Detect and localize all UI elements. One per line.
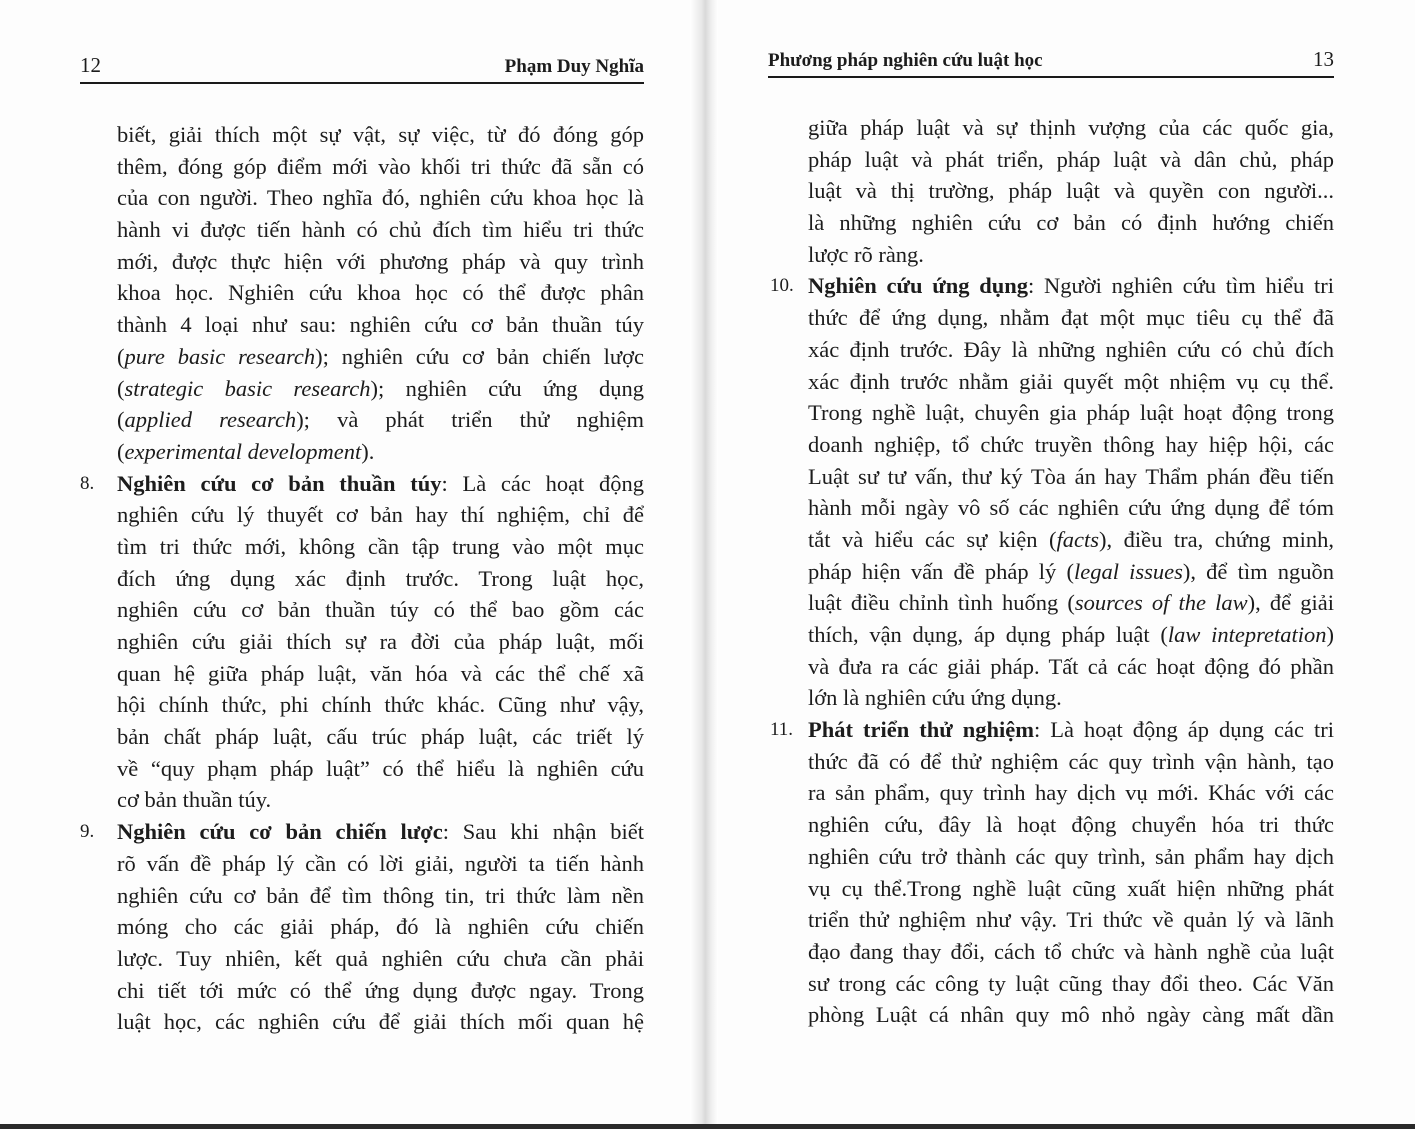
text-line: phòng Luật cá nhân quy mô nhỏ ngày càng mất dần	[808, 1002, 1334, 1028]
text-line	[808, 619, 1334, 651]
text-fragment: ).	[361, 438, 375, 464]
text-line	[117, 816, 644, 848]
left-page-number: 12	[80, 53, 101, 77]
item-number: 10.	[770, 275, 794, 297]
item-number: 11.	[770, 719, 794, 741]
text-line: hành mỗi ngày vô số các nghiên cứu ứng dụng để tóm	[808, 495, 1334, 521]
right-page-header	[768, 46, 1334, 78]
text-line: (strategic basic research); nghiên cứu ứng dụng	[117, 375, 645, 401]
text-line: giữa pháp luật và sự thịnh vượng của các quốc gia,	[808, 115, 1334, 140]
italic-term: law intepretation	[1167, 622, 1327, 647]
text-line	[808, 714, 1334, 746]
item-number: 9.	[80, 821, 95, 843]
text-fragment: : Sau khi nhận biết	[442, 819, 644, 845]
italic-term: applied research	[124, 407, 297, 433]
italic-term: legal issues	[1073, 558, 1183, 584]
left-page-header	[80, 52, 644, 84]
text-fragment: pháp hiện vấn đề pháp lý (	[808, 558, 1074, 584]
italic-term: pure basic research	[124, 343, 316, 369]
page-bottom-edge	[0, 1124, 1415, 1129]
text-line: (experimental development).	[117, 438, 375, 464]
text-fragment: )	[1326, 622, 1334, 647]
text-line: rõ vấn đề pháp lý cần có lời giải, người ta tiến hành	[117, 850, 644, 876]
text-line	[808, 524, 1334, 556]
text-line: nghiên cứu lý thuyết cơ bản hay thí nghiệm, chỉ để	[117, 502, 644, 528]
text-line	[808, 270, 1334, 302]
text-fragment: ), điều tra, chứng minh,	[1099, 526, 1334, 552]
text-line: đạo đang thay đổi, cách tổ chức và hành nghề của luật	[808, 938, 1334, 964]
text-fragment: ); và phát triển thử nghiệm	[296, 407, 644, 433]
text-line: móng cho các giải pháp, đó là nghiên cứu chiến	[117, 914, 644, 940]
text-line: xác định trước. Đây là những nghiên cứu có chủ đích	[808, 336, 1334, 362]
text-line: bản chất pháp luật, cấu trúc pháp luật, các triết lý	[117, 724, 644, 750]
text-line: Trong nghề luật, chuyên gia pháp luật hoạt động trong	[808, 400, 1334, 426]
left-page-body	[80, 119, 644, 1038]
left-running-title: Phạm Duy Nghĩa	[504, 56, 644, 77]
list-item-9	[80, 816, 644, 1038]
italic-term: facts	[1056, 526, 1100, 552]
text-line: pháp luật và phát triển, pháp luật và dân chủ, pháp	[808, 146, 1334, 172]
bold-term: Nghiên cứu cơ bản thuần túy	[117, 470, 442, 496]
text-fragment: : Người nghiên cứu tìm hiểu tri	[1028, 273, 1334, 299]
text-line: lớn là nghiên cứu ứng dụng.	[808, 685, 1062, 711]
text-line: Luật sư tư vấn, thư ký Tòa án hay Thẩm phán đều tiến	[808, 463, 1334, 489]
list-item-8	[80, 468, 644, 817]
text-fragment: tắt và hiểu các sự kiện (	[808, 526, 1057, 552]
text-line: khoa học. Nghiên cứu khoa học có thể được phân	[117, 280, 644, 306]
italic-term: strategic basic research	[124, 375, 371, 401]
text-line: quan hệ giữa pháp luật, văn hóa và các thể chế xã	[117, 660, 644, 686]
bold-term: Nghiên cứu ứng dụng	[808, 273, 1029, 299]
italic-term: experimental development	[124, 438, 362, 464]
text-line: lược rõ ràng.	[808, 241, 924, 267]
right-page	[768, 0, 1334, 1120]
list-item-11	[768, 714, 1334, 1031]
bold-term: Nghiên cứu cơ bản chiến lược	[117, 819, 443, 845]
right-page-body	[768, 112, 1334, 1031]
text-line: mới, được thực hiện với phương pháp và quy trình	[117, 248, 644, 274]
text-fragment: ); nghiên cứu cơ bản chiến lược	[315, 343, 644, 369]
text-line: sư trong các công ty luật cũng thay đổi theo. Các Văn	[808, 970, 1334, 996]
text-line: tìm tri thức mới, không cần tập trung vào một mục	[117, 533, 644, 559]
text-line: thức để ứng dụng, nhằm đạt một mục tiêu cụ thể đã	[808, 305, 1334, 331]
text-line: biết, giải thích một sự vật, sự việc, từ đó đóng góp	[117, 122, 644, 147]
text-line: nghiên cứu cơ bản thuần túy có thể bao gồm các	[117, 597, 644, 623]
text-line: hội chính thức, phi chính thức khác. Cũng như vậy,	[117, 692, 644, 718]
text-fragment: luật điều chỉnh tình huống (	[808, 590, 1075, 616]
text-line	[117, 468, 644, 500]
text-fragment: ), để tìm nguồn	[1182, 558, 1334, 584]
continuation-paragraph	[768, 112, 1334, 270]
text-line: triển thử nghiệm như vậy. Tri thức về quản lý và lãnh	[808, 907, 1334, 933]
text-line: và đưa ra các giải pháp. Tất cả các hoạt động đó phần	[808, 653, 1334, 679]
text-fragment: : Là hoạt động áp dụng các tri	[1034, 717, 1334, 743]
text-fragment: : Là các hoạt động	[441, 470, 645, 496]
text-line: doanh nghiệp, tổ chức truyền thông hay hiệp hội, các	[808, 431, 1334, 457]
text-line: hành vi được tiến hành có chủ đích tìm hiểu tri thức	[117, 217, 644, 243]
text-line	[808, 587, 1334, 619]
text-fragment: thích, vận dụng, áp dụng pháp luật (	[808, 622, 1168, 647]
text-line: luật học, các nghiên cứu để giải thích mối quan hệ	[117, 1009, 644, 1035]
text-line: (pure basic research); nghiên cứu cơ bản chiến lược	[117, 343, 644, 369]
text-line: thức đã có để thử nghiệm các quy trình vận hành, tạo	[808, 748, 1334, 774]
text-line: là những nghiên cứu cơ bản có định hướng chiến	[808, 210, 1334, 236]
text-line	[808, 556, 1334, 588]
text-fragment: ); nghiên cứu ứng dụng	[370, 375, 645, 401]
text-line: nghiên cứu cơ bản để tìm thông tin, tri thức làm nền	[117, 882, 644, 908]
text-line: (applied research); và phát triển thử nghiệm	[117, 407, 644, 433]
right-page-number: 13	[1313, 47, 1334, 71]
left-page	[80, 0, 644, 1120]
item-number: 8.	[80, 472, 95, 494]
text-line: về “quy phạm pháp luật” có thể hiểu là nghiên cứu	[117, 755, 644, 781]
text-line: thành 4 loại như sau: nghiên cứu cơ bản thuần túy	[117, 312, 644, 338]
text-line: nghiên cứu trở thành các quy trình, sản phẩm hay dịch	[808, 843, 1334, 869]
text-line: của con người. Theo nghĩa đó, nghiên cứu khoa học là	[117, 185, 644, 211]
text-line: ra sản phẩm, quy trình hay dịch vụ mới. Khác với các	[808, 780, 1334, 806]
text-line: luật và thị trường, pháp luật và quyền con người...	[808, 178, 1334, 204]
intro-paragraph	[80, 119, 644, 468]
text-line: cơ bản thuần túy.	[117, 787, 272, 813]
right-running-title: Phương pháp nghiên cứu luật học	[768, 50, 1043, 71]
text-line: nghiên cứu, đây là hoạt động chuyển hóa tri thức	[808, 812, 1334, 838]
text-line: chi tiết tới mức có thể ứng dụng được ngay. Trong	[117, 977, 644, 1003]
text-line: lược. Tuy nhiên, kết quả nghiên cứu chưa cần phải	[117, 945, 644, 971]
bold-term: Phát triển thử nghiệm	[808, 717, 1035, 743]
text-fragment: ), để giải	[1247, 590, 1335, 616]
text-line: nghiên cứu giải thích sự ra đời của pháp luật, mối	[117, 629, 644, 654]
list-item-10	[768, 270, 1334, 714]
text-line: đích ứng dụng xác định trước. Trong luật học,	[117, 565, 644, 591]
book-gutter	[690, 0, 718, 1129]
text-line: xác định trước nhằm giải quyết một nhiệm vụ cụ thể.	[808, 368, 1334, 394]
text-line: vụ cụ thể.Trong nghề luật cũng xuất hiện những phát	[808, 875, 1334, 901]
text-line: thêm, đóng góp điểm mới vào khối tri thức đã sẵn có	[117, 153, 644, 179]
italic-term: sources of the law	[1074, 590, 1248, 616]
